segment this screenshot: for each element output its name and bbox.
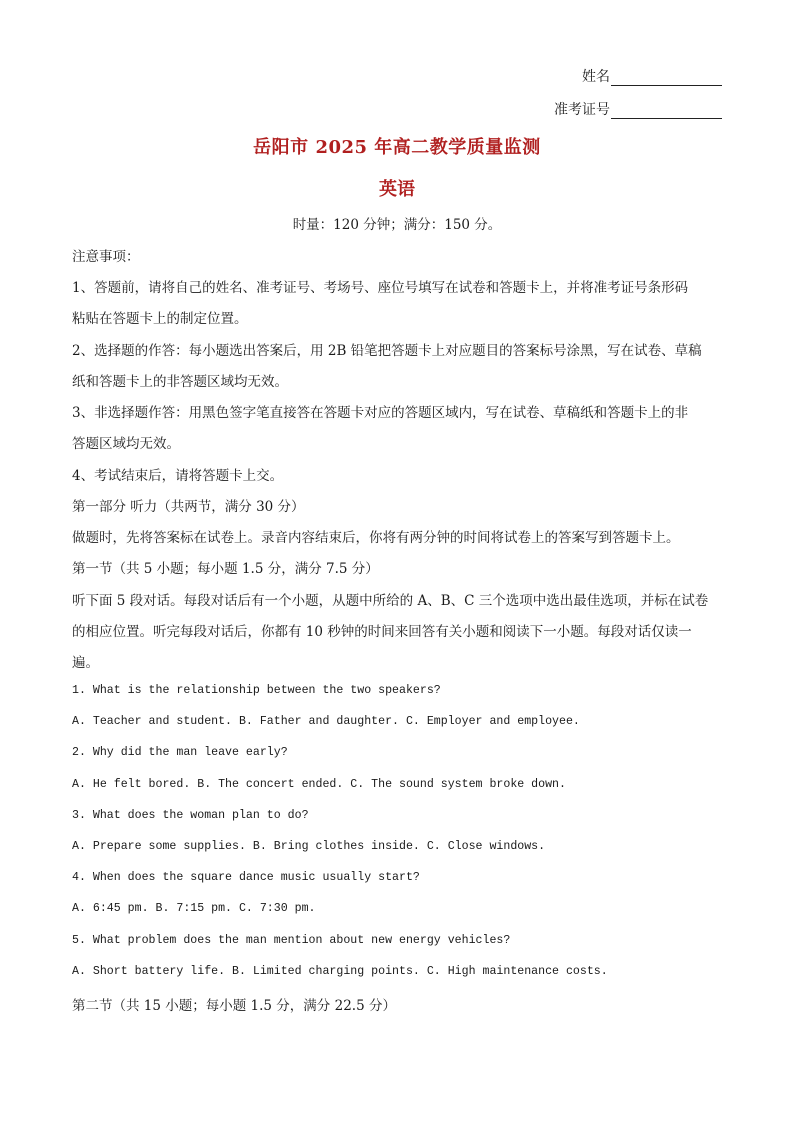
section2-heading: 第二节（共 15 小题；每小题 1.5 分，满分 22.5 分） <box>72 998 396 1014</box>
section1-instruction-line: 的相应位置。听完每段对话后，你都有 10 秒钟的时间来回答有关小题和阅读下一小题。每段对话仅读一 <box>72 624 692 640</box>
question-text: 2. Why did the man leave early? <box>72 746 288 759</box>
section1-heading: 第一节（共 5 小题；每小题 1.5 分，满分 7.5 分） <box>72 561 379 577</box>
question-options: A. 6:45 pm. B. 7:15 pm. C. 7:30 pm. <box>72 902 316 915</box>
notes-line: 2、选择题的作答：每小题选出答案后，用 2B 铅笔把答题卡上对应题目的答案标号涂黑，写在试卷、草稿 <box>72 343 702 359</box>
notes-line: 1、答题前，请将自己的姓名、准考证号、考场号、座位号填写在试卷和答题卡上，并将准考证号条形码 <box>72 280 689 296</box>
time-info: 时量：120 分钟；满分：150 分。 <box>292 217 502 233</box>
question-text: 4. When does the square dance music usually start? <box>72 871 420 884</box>
notes-line: 4、考试结束后，请将答题卡上交。 <box>72 468 284 484</box>
subject-title: 英语 <box>379 179 415 200</box>
notes-line: 3、非选择题作答：用黑色签字笔直接答在答题卡对应的答题区域内，写在试卷、草稿纸和答题卡上的非 <box>72 405 689 421</box>
exam-id-blank-line[interactable] <box>611 104 722 119</box>
name-field-row <box>582 66 722 86</box>
exam-title: 岳阳市 2025 年高二教学质量监测 <box>253 137 541 158</box>
question-text: 1. What is the relationship between the two speakers? <box>72 684 441 697</box>
question-text: 5. What problem does the man mention about new energy vehicles? <box>72 934 511 947</box>
notes-heading: 注意事项： <box>72 249 140 265</box>
exam-id-field-row <box>554 99 722 119</box>
question-options: A. Short battery life. B. Limited charging points. C. High maintenance costs. <box>72 965 608 978</box>
question-options: A. Prepare some supplies. B. Bring clothes inside. C. Close windows. <box>72 840 546 853</box>
question-options: A. He felt bored. B. The concert ended. C. The sound system broke down. <box>72 778 566 791</box>
name-blank-line[interactable] <box>611 71 722 86</box>
part1-instruction: 做题时，先将答案标在试卷上。录音内容结束后，你将有两分钟的时间将试卷上的答案写到答题卡上。 <box>72 530 680 546</box>
exam-id-label: 准考证号 <box>554 102 610 118</box>
question-options: A. Teacher and student. B. Father and daughter. C. Employer and employee. <box>72 715 580 728</box>
notes-line: 纸和答题卡上的非答题区域均无效。 <box>72 374 288 390</box>
name-label: 姓名 <box>582 69 610 85</box>
notes-line: 答题区域均无效。 <box>72 436 180 452</box>
section1-instruction-line: 听下面 5 段对话。每段对话后有一个小题，从题中所给的 A、B、C 三个选项中选出最佳选项，并标在试卷 <box>72 593 709 609</box>
question-text: 3. What does the woman plan to do? <box>72 809 309 822</box>
section1-instruction-line: 遍。 <box>72 655 99 671</box>
part1-heading: 第一部分 听力（共两节，满分 30 分） <box>72 499 305 515</box>
notes-line: 粘贴在答题卡上的制定位置。 <box>72 311 248 327</box>
